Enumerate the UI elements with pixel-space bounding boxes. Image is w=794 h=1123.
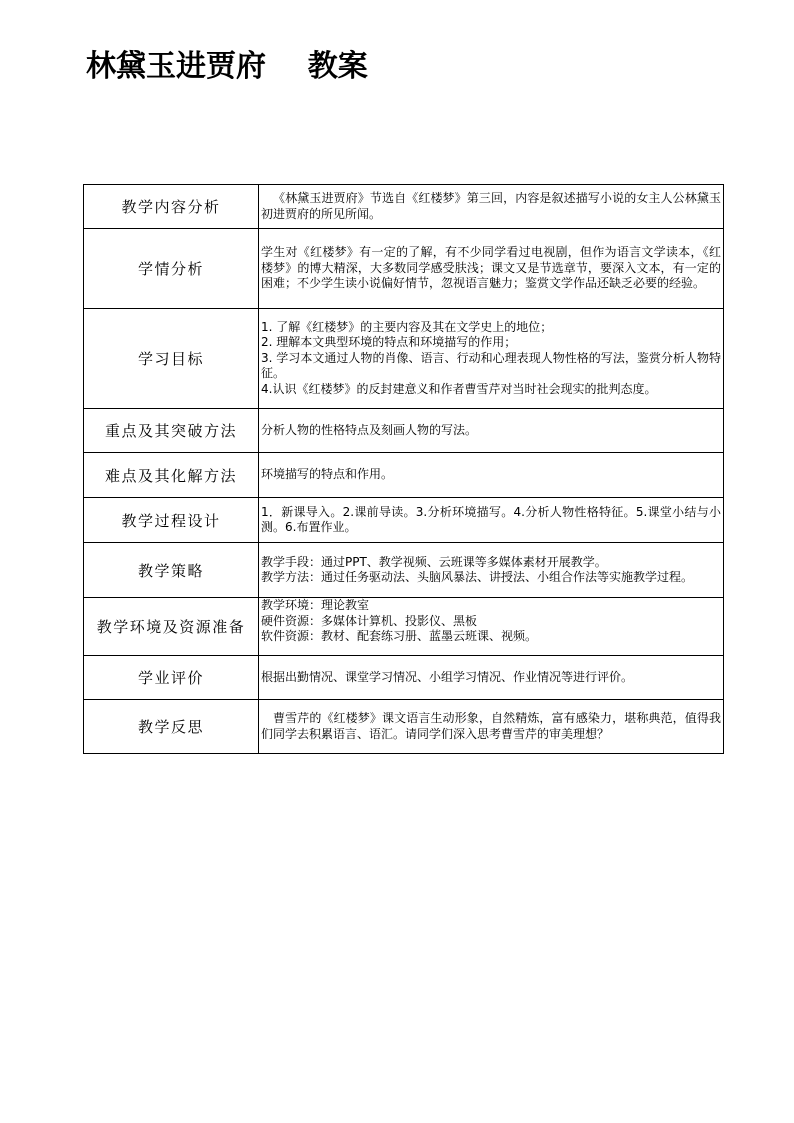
- table-row-key-points: [84, 409, 724, 453]
- content-line: 根据出勤情况、课堂学习情况、小组学习情况、作业情况等进行评价。: [261, 669, 634, 684]
- content-line: 《林黛玉进贾府》节选自《红楼梦》第三回，内容是叙述描写小说的女主人公林黛玉初进贾府的所见所闻。: [261, 191, 721, 221]
- table-row-environment-resources: [84, 598, 724, 656]
- document-title: 林黛玉进贾府 教案: [86, 49, 368, 84]
- row-label: 教学策略: [84, 543, 259, 598]
- row-label: 学习目标: [84, 309, 259, 409]
- table-row-assessment: [84, 656, 724, 700]
- row-content: [259, 543, 724, 598]
- content-line: 软件资源：教材、配套练习册、蓝墨云班课、视频。: [261, 629, 538, 643]
- row-content: [259, 409, 724, 453]
- row-content: [259, 700, 724, 754]
- row-content: [259, 598, 724, 656]
- row-content: [259, 656, 724, 700]
- row-content: [259, 309, 724, 409]
- content-line: 1．新课导入。2.课前导读。3.分析环境描写。4.分析人物性格特征。5.课堂小结与小测。6.布置作业。: [261, 504, 721, 534]
- content-line: 4.认识《红楼梦》的反封建意义和作者曹雪芹对当时社会现实的批判态度。: [261, 381, 657, 396]
- row-label: 重点及其突破方法: [84, 409, 259, 453]
- table-row-strategy: [84, 543, 724, 598]
- lesson-plan-table: [83, 184, 724, 754]
- row-content: [259, 498, 724, 543]
- content-line: 学生对《红楼梦》有一定的了解，有不少同学看过电视剧，但作为语言文学读本，《红楼梦》的博大精深，大多数同学感受肤浅；课文又是节选章节，要深入文本，有一定的困难；不少学生读小说偏好情节，忽视语言魅力；鉴赏文学作品还缺乏必要的经验。: [261, 245, 721, 291]
- table-row-process-design: [84, 498, 724, 543]
- content-line: 分析人物的性格特点及刻画人物的写法。: [261, 422, 478, 437]
- row-label: 教学环境及资源准备: [84, 598, 259, 656]
- row-label: 教学反思: [84, 700, 259, 754]
- content-line: 3. 学习本文通过人物的肖像、语言、行动和心理表现人物性格的写法，鉴赏分析人物特征。: [261, 350, 721, 381]
- content-line: 教学手段：通过PPT、教学视频、云班课等多媒体素材开展教学。: [261, 554, 607, 569]
- table-row-student-analysis: [84, 229, 724, 309]
- table-row-difficulties: [84, 453, 724, 498]
- table-row-reflection: [84, 700, 724, 754]
- row-content: [259, 453, 724, 498]
- content-line: 硬件资源：多媒体计算机、投影仪、黑板: [261, 613, 478, 628]
- content-line: 曹雪芹的《红楼梦》课文语言生动形象，自然精炼，富有感染力，堪称典范，值得我们同学去积累语言、语汇。请同学们深入思考曹雪芹的审美理想？: [261, 711, 721, 741]
- row-content: [259, 229, 724, 309]
- row-label: 教学过程设计: [84, 498, 259, 543]
- row-content: [259, 185, 724, 229]
- table-row-learning-goals: [84, 309, 724, 409]
- content-line: 1. 了解《红楼梦》的主要内容及其在文学史上的地位；: [261, 319, 553, 334]
- row-label: 学情分析: [84, 229, 259, 309]
- content-line: 2. 理解本文典型环境的特点和环境描写的作用；: [261, 335, 517, 350]
- row-label: 教学内容分析: [84, 185, 259, 229]
- row-label: 难点及其化解方法: [84, 453, 259, 498]
- content-line: 环境描写的特点和作用。: [261, 467, 394, 482]
- row-label: 学业评价: [84, 656, 259, 700]
- table-row-content-analysis: [84, 185, 724, 229]
- content-line: 教学方法：通过任务驱动法、头脑风暴法、讲授法、小组合作法等实施教学过程。: [261, 570, 694, 584]
- content-line: 教学环境：理论教室: [261, 598, 370, 612]
